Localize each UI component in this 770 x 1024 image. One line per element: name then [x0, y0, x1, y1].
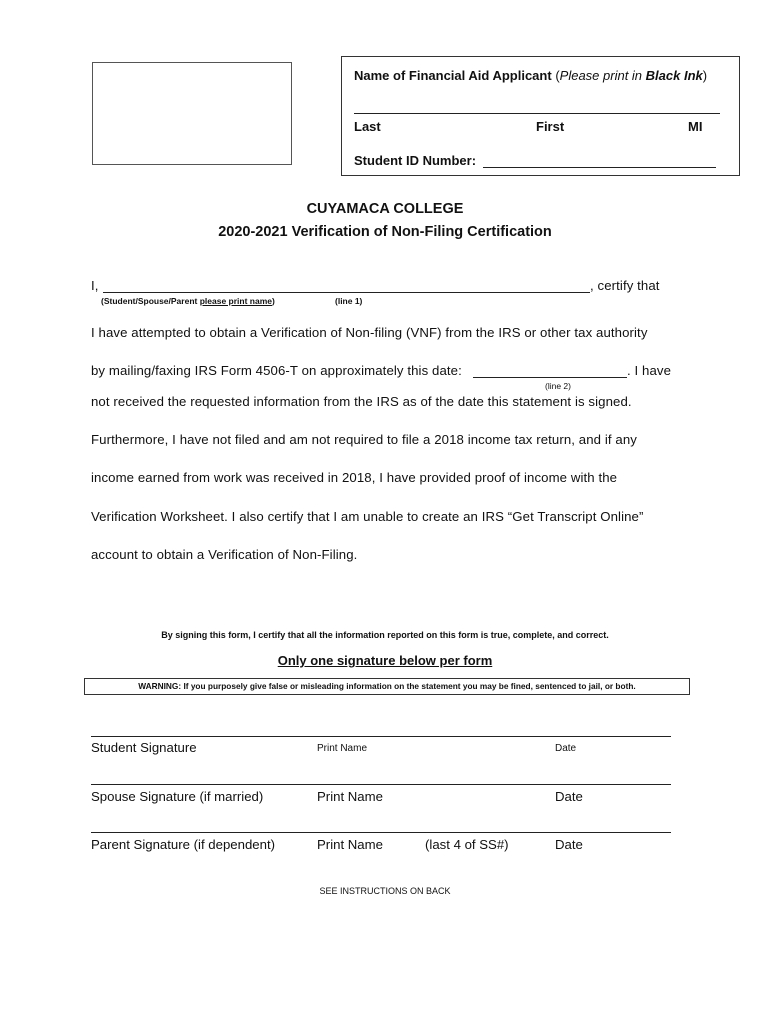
signature-line-parent[interactable] — [91, 832, 671, 833]
note-close: ) — [702, 68, 708, 83]
photo-box — [92, 62, 292, 165]
body-line-4: Furthermore, I have not filed and am not required to file a 2018 income tax return, and if any — [91, 432, 637, 447]
line1-name-caption — [101, 296, 275, 306]
certify-statement: By signing this form, I certify that all the information reported on this form is true, complete, and correct. — [161, 630, 609, 640]
caption-suffix: ) — [272, 296, 275, 306]
name-line-1[interactable] — [103, 292, 590, 293]
signature-line-student[interactable] — [91, 736, 671, 737]
form-title: 2020-2021 Verification of Non-Filing Certification — [218, 224, 552, 240]
parent-signature-label: Parent Signature (if dependent) — [91, 837, 276, 852]
body-line-1: I have attempted to obtain a Verification of Non-filing (VNF) from the IRS or other tax authority — [91, 325, 648, 340]
see-instructions: SEE INSTRUCTIONS ON BACK — [319, 886, 451, 896]
applicant-label: Name of Financial Aid Applicant — [354, 68, 552, 83]
line1-caption: (line 1) — [335, 296, 363, 306]
warning-box: WARNING: If you purposely give false or misleading information on the statement you may be fined, sentenced to jail, or both. — [84, 678, 690, 695]
parent-date-label: Date — [555, 837, 583, 852]
applicant-name-heading — [354, 68, 707, 83]
note-open: ( — [555, 68, 560, 83]
note-italic: Please print in — [559, 68, 646, 83]
parent-print-name-label: Print Name — [317, 837, 383, 852]
caption-underlined: please print name — [199, 296, 272, 306]
body-line-7: account to obtain a Verification of Non-Filing. — [91, 547, 358, 562]
student-id-label: Student ID Number: — [354, 153, 477, 168]
student-date-label: Date — [555, 743, 577, 754]
body-line-2-suffix: . I have — [627, 363, 672, 378]
caption-prefix: (Student/Spouse/Parent — [101, 296, 200, 306]
signature-line-spouse[interactable] — [91, 784, 671, 785]
one-signature-note: Only one signature below per form — [277, 653, 493, 668]
body-line-3: not received the requested information from the IRS as of the date this statement is signed. — [91, 394, 632, 409]
certify-suffix: , certify that — [590, 278, 660, 293]
first-label: First — [536, 119, 565, 134]
student-print-name-label: Print Name — [317, 743, 368, 754]
date-line-2[interactable] — [473, 377, 627, 378]
mi-label: MI — [688, 119, 703, 134]
line2-caption: (line 2) — [545, 381, 571, 391]
last-label: Last — [354, 119, 381, 134]
student-signature-label: Student Signature — [91, 740, 197, 755]
college-title: CUYAMACA COLLEGE — [306, 201, 464, 217]
note-black-ink: Black Ink — [645, 68, 703, 83]
body-line-6: Verification Worksheet. I also certify that I am unable to create an IRS “Get Transcript Online” — [91, 509, 644, 524]
spouse-print-name-label: Print Name — [317, 789, 383, 804]
spouse-date-label: Date — [555, 789, 583, 804]
student-id-line[interactable] — [483, 167, 716, 168]
applicant-name-line[interactable] — [354, 113, 720, 114]
body-line-5: income earned from work was received in 2018, I have provided proof of income with the — [91, 470, 618, 485]
parent-ssn-label: (last 4 of SS#) — [425, 837, 509, 852]
certify-prefix: I, — [91, 278, 99, 293]
spouse-signature-label: Spouse Signature (if married) — [91, 789, 264, 804]
body-line-2-prefix: by mailing/faxing IRS Form 4506-T on approximately this date: — [91, 363, 462, 378]
